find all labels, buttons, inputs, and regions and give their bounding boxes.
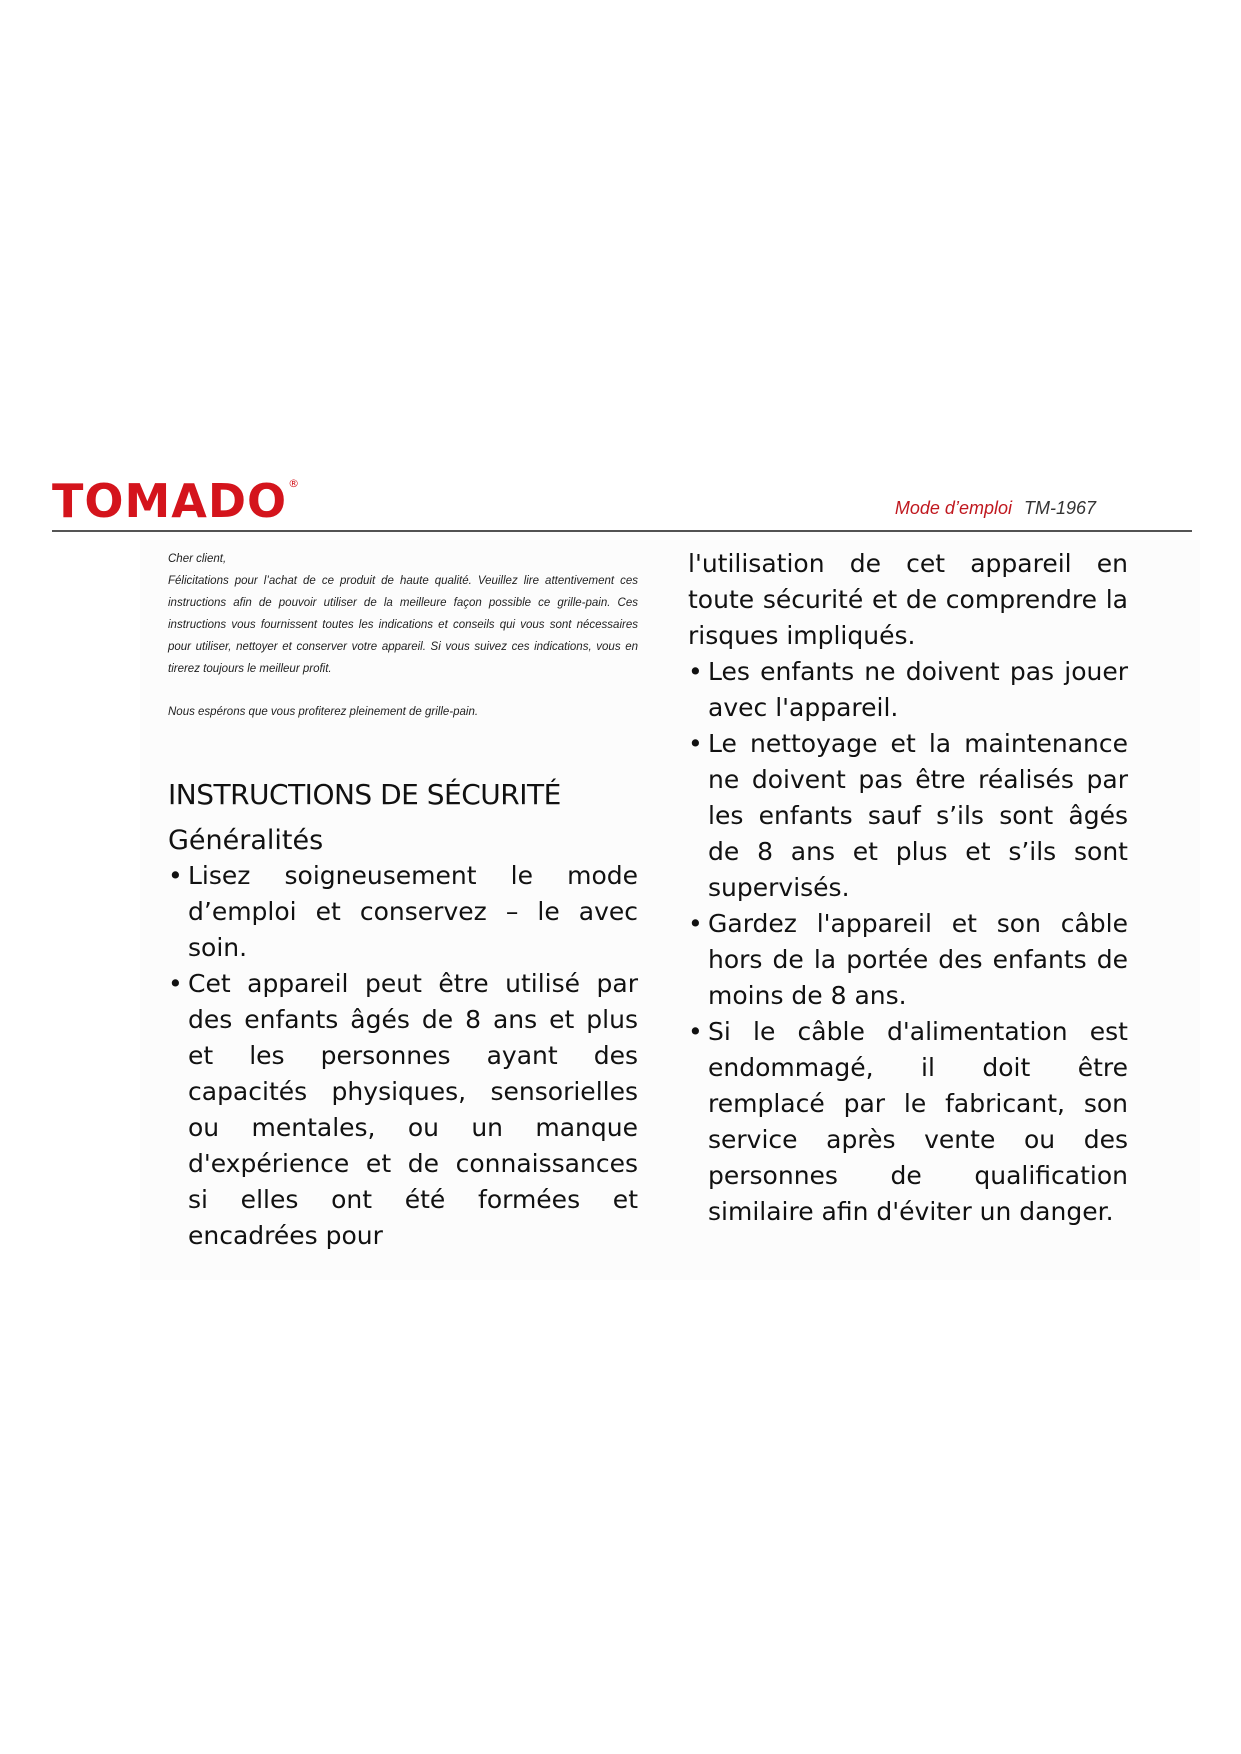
- document-meta: [895, 498, 1096, 519]
- list-item: • Gardez l'appareil et son câble hors de la portée des enfants de moins de 8 ans.: [688, 906, 1128, 1014]
- continued-text: l'utilisation de cet appareil en toute sécurité et de comprendre la risques impliqués.: [688, 549, 1128, 650]
- document-label: Mode d’emploi: [894, 498, 1012, 518]
- safety-list-left: [168, 858, 638, 1254]
- right-column: [688, 546, 1128, 1230]
- registered-mark: ®: [288, 477, 301, 490]
- list-item: • Lisez soigneusement le mode d’emploi et conservez – le avec soin.: [168, 858, 638, 966]
- safety-list-right: [688, 654, 1128, 1230]
- section-subtitle: Généralités: [168, 825, 324, 856]
- brand-logo: [52, 474, 301, 528]
- section-title: INSTRUCTIONS DE SÉCURITÉ: [168, 778, 561, 811]
- left-column: [168, 548, 638, 1254]
- list-item: • Si le câble d'alimentation est endommagé, il doit être remplacé par le fabricant, son service après vente ou des personnes de qualification similaire afin d'éviter un danger.: [688, 1014, 1128, 1230]
- list-item: • Cet appareil peut être utilisé par des enfants âgés de 8 ans et plus et les personnes ayant des capacités physiques, sensorielles ou mentales, ou un manque d'expérience et de connaissances si elles ont été formées et encadrées pour: [168, 966, 638, 1254]
- intro-closing: Nous espérons que vous profiterez pleinement de grille-pain.: [168, 706, 479, 718]
- brand-name: TOMADO: [52, 474, 288, 528]
- model-number: TM-1967: [1023, 498, 1096, 518]
- intro-text: [168, 548, 638, 723]
- list-item: • Les enfants ne doivent pas jouer avec l'appareil.: [688, 654, 1128, 726]
- intro-paragraph: Félicitations pour l’achat de ce produit de haute qualité. Veuillez lire attentivement ces instructions afin de pouvoir utiliser de la meilleure façon possible ce grille-pain. Ces instructions vous fournissent toutes les indications et conseils qui vous sont nécessaires pour utiliser, nettoyer et conserver votre appareil. Si vous suivez ces indications, vous en tirerez toujours le meilleur profit.: [168, 575, 638, 675]
- greeting: Cher client,: [168, 553, 227, 565]
- list-item: • Le nettoyage et la maintenance ne doivent pas être réalisés par les enfants sauf s’ils sont âgés de 8 ans et plus et s’ils sont supervisés.: [688, 726, 1128, 906]
- page-header: [52, 470, 1192, 532]
